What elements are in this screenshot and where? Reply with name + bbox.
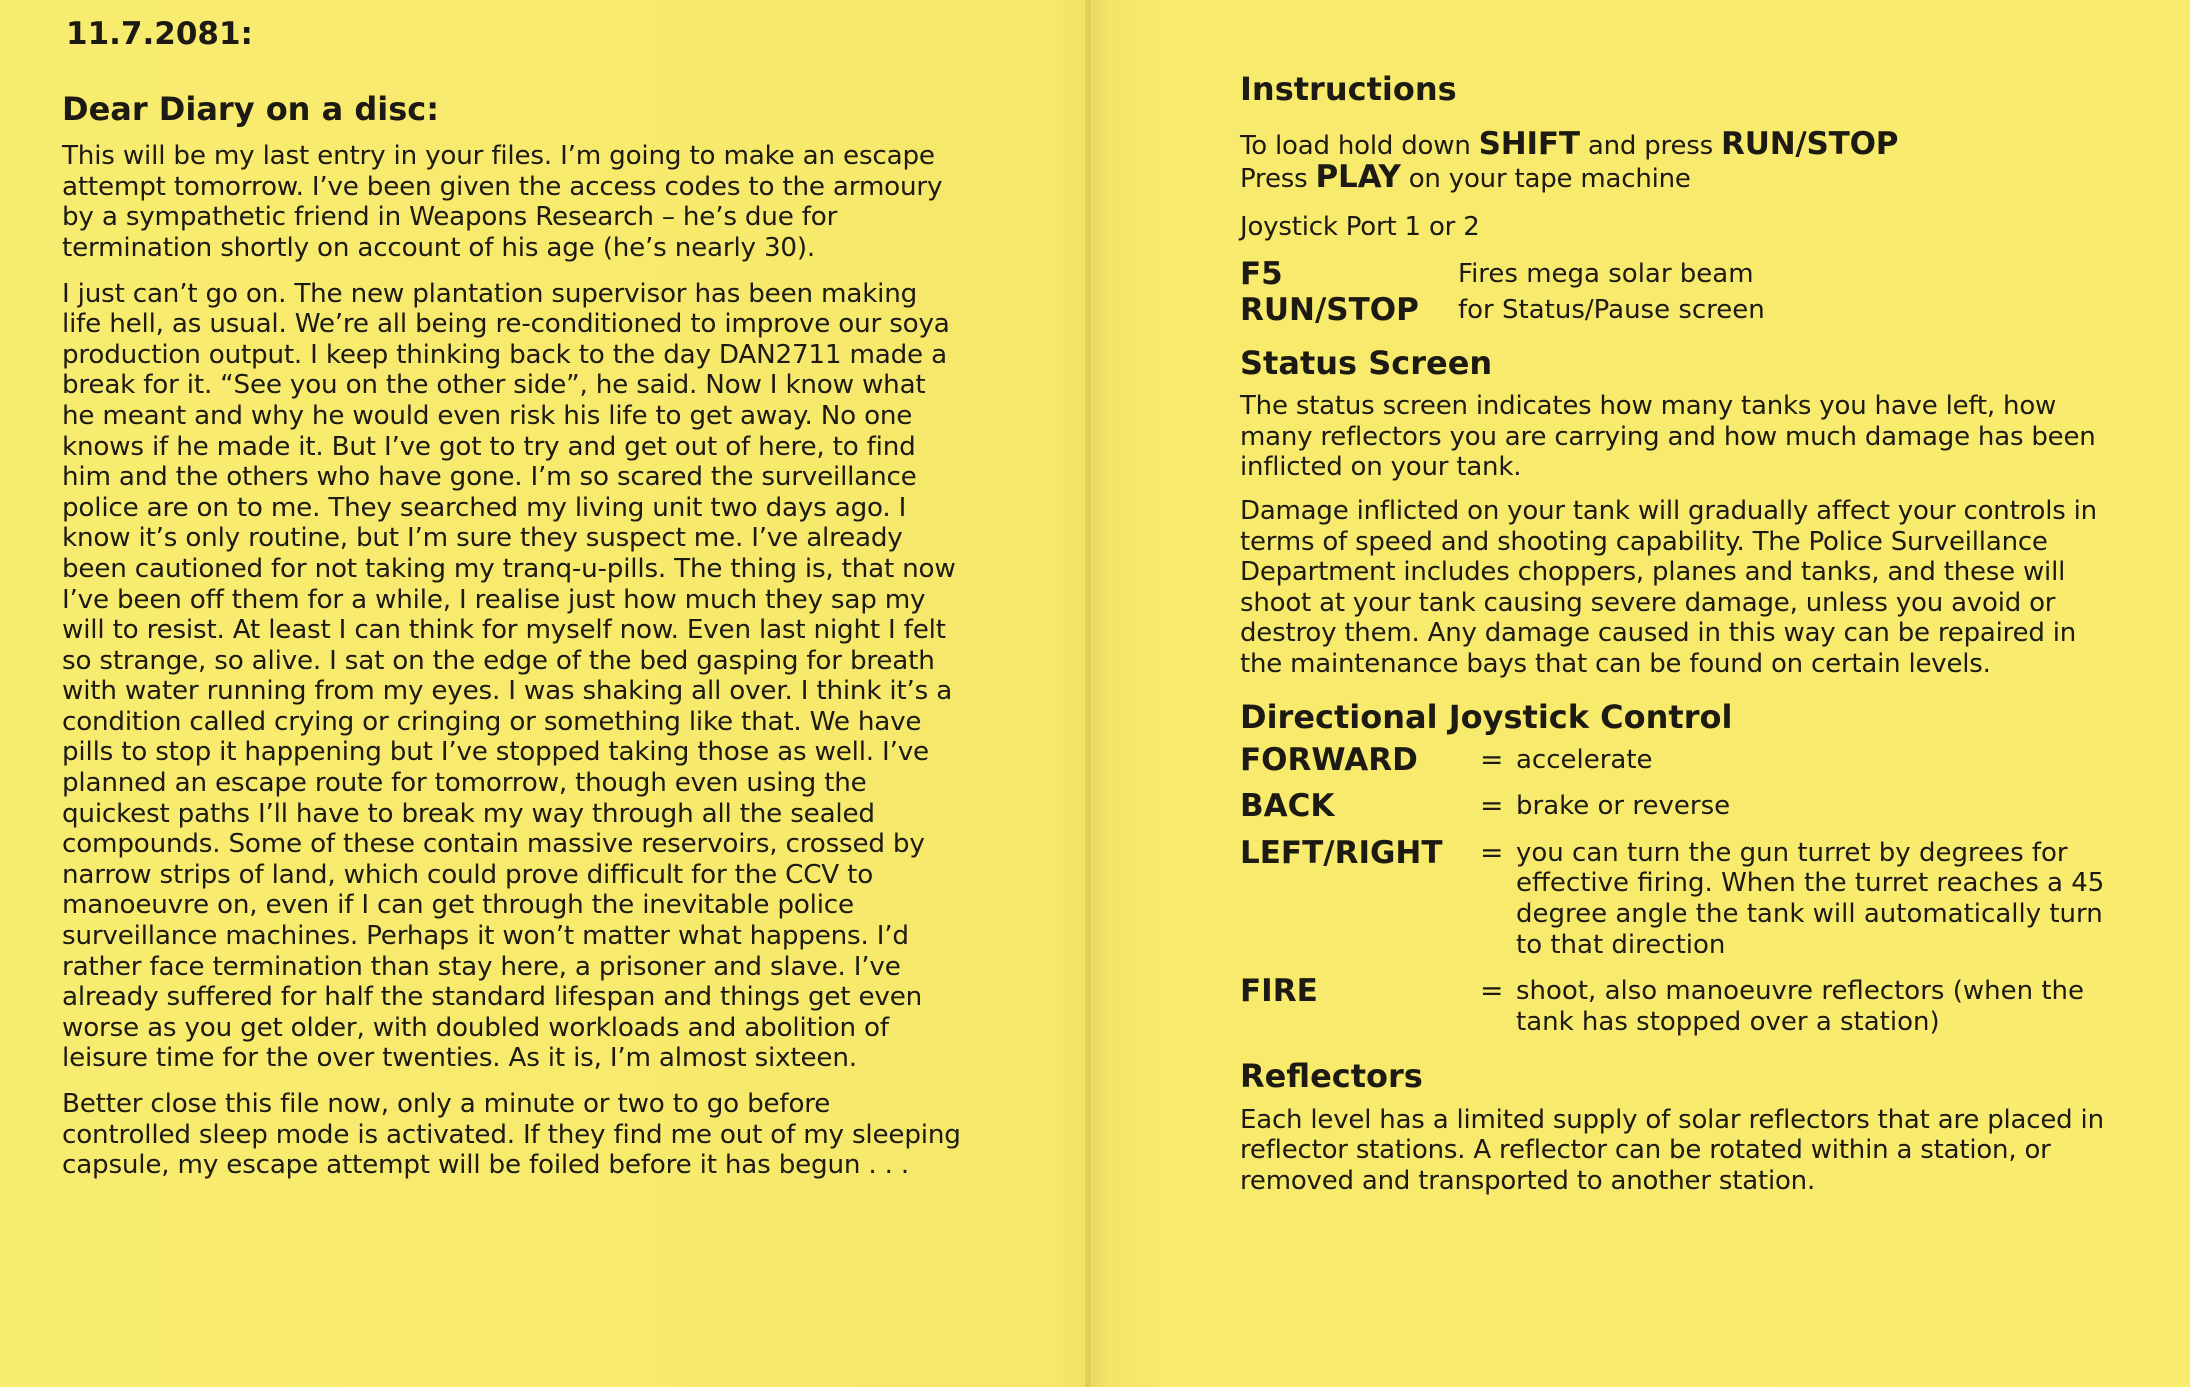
status-heading: Status Screen <box>1240 343 1493 382</box>
equals-sign: = <box>1480 742 1504 776</box>
control-desc: you can turn the gun turret by degrees for effective firing. When the turret reaches a 45 degree angle the tank will automatically turn to that direction <box>1516 837 2105 960</box>
control-row <box>1240 973 2120 1037</box>
diary-paragraph: I just can’t go on. The new plantation supervisor has been making life hell, as usual. We’re all being re-conditioned to improve our soya production output. I keep thinking back to the day DAN2711 made a break for it. “See you on the other side”, he said. Now I know what he meant and why he would even risk his life to get away. No one knows if he made it. But I’ve got to try and get out of here, to find him and the others who have gone. I’m so scared the surveillance police are on to me. They searched my living unit two days ago. I know it’s only routine, but I’m sure they suspect me. I’ve already been cautioned for not taking my tranq-u-pills. The thing is, that now I’ve been off them for a while, I realise just how much they sap my will to resist. At least I can think for myself now. Even last night I felt so strange, so alive. I sat on the edge of the bed gasping for breath with water running from my eyes. I was shaking all over. I think it’s a condition called crying or cringing or something like that. We have pills to stop it happening but I’ve stopped taking those as well. I’ve planned an escape route for tomorrow, though even using the quickest paths I’ll have to break my way through all the sealed compounds. Some of these contain massive reservoirs, crossed by narrow strips of land, which could prove difficult for the CCV to manoeuvre on, even if I can get through the inevitable police surveillance machines. Perhaps it won’t matter what happens. I’d rather face termination than stay here, a prisoner and slave. I’ve already suffered for half the standard lifespan and things get even worse as you get older, with doubled workloads and abolition of leisure time for the over twenties. As it is, I’m almost sixteen. <box>62 278 956 1074</box>
equals-sign: = <box>1480 835 1504 869</box>
page-fold <box>1085 0 1091 1387</box>
function-key-desc: for Status/Pause screen <box>1458 294 1765 325</box>
function-key: RUN/STOP <box>1240 291 1419 328</box>
function-key-desc: Fires mega solar beam <box>1458 258 1754 289</box>
control-row <box>1240 788 2120 825</box>
reflectors-heading: Reflectors <box>1240 1057 1423 1096</box>
diary-paragraph: This will be my last entry in your files. I’m going to make an escape attempt tomorrow. I’ve been given the access codes to the armoury by a sympathetic friend in Weapons Research – he’s due for termination shortly on account of his age (he’s nearly 30). <box>62 141 943 263</box>
control-desc: brake or reverse <box>1516 791 1731 822</box>
diary-column <box>62 14 962 1196</box>
joystick-control-heading: Directional Joystick Control <box>1240 697 1733 736</box>
function-keys <box>1240 256 2120 328</box>
load-instructions <box>1240 126 2120 195</box>
instructions-column <box>1240 72 2120 1209</box>
control-desc: shoot, also manoeuvre reflectors (when the tank has stopped over a station) <box>1516 976 2085 1037</box>
equals-sign: = <box>1480 789 1504 823</box>
control-desc: accelerate <box>1516 744 1653 775</box>
status-paragraph: Damage inflicted on your tank will gradually affect your controls in terms of speed and shooting capability. The Police Surveillance Department includes choppers, planes and tanks, and these will shoot at your tank causing severe damage, unless you avoid or destroy them. Any damage caused in this way can be repaired in the maintenance bays that can be found on certain levels. <box>1240 495 2097 679</box>
function-key: F5 <box>1240 255 1283 292</box>
reflectors-paragraph: Each level has a limited supply of solar reflectors that are placed in reflector stations. A reflector can be rotated within a station, or removed and transported to another station. <box>1240 1104 2104 1196</box>
control-key: FORWARD <box>1240 741 1418 778</box>
key-shift: SHIFT <box>1478 126 1580 163</box>
load-line-1: To load hold down SHIFT and press RUN/STOP <box>1240 126 1899 163</box>
control-row <box>1240 834 2120 960</box>
diary-date: 11.7.2081: <box>66 16 253 52</box>
function-key-row <box>1240 256 2120 292</box>
control-row <box>1240 741 2120 778</box>
control-key: LEFT/RIGHT <box>1240 834 1443 871</box>
equals-sign: = <box>1480 974 1504 1008</box>
diary-heading: Dear Diary on a disc: <box>62 90 440 128</box>
joystick-port: Joystick Port 1 or 2 <box>1240 212 1480 243</box>
function-key-row <box>1240 292 2120 328</box>
status-paragraph: The status screen indicates how many tanks you have left, how many reflectors you are carrying and how much damage has been inflicted on your tank. <box>1240 391 2096 483</box>
load-line-2: Press PLAY on your tape machine <box>1240 158 1691 195</box>
key-run-stop: RUN/STOP <box>1721 126 1899 163</box>
instructions-heading: Instructions <box>1240 70 1457 108</box>
control-key: BACK <box>1240 788 1335 825</box>
diary-paragraph: Better close this file now, only a minute or two to go before controlled sleep mode is activated. If they find me out of my sleeping capsule, my escape attempt will be foiled before it has begun . . . <box>62 1089 961 1181</box>
control-key: FIRE <box>1240 973 1318 1010</box>
key-play: PLAY <box>1315 158 1401 195</box>
